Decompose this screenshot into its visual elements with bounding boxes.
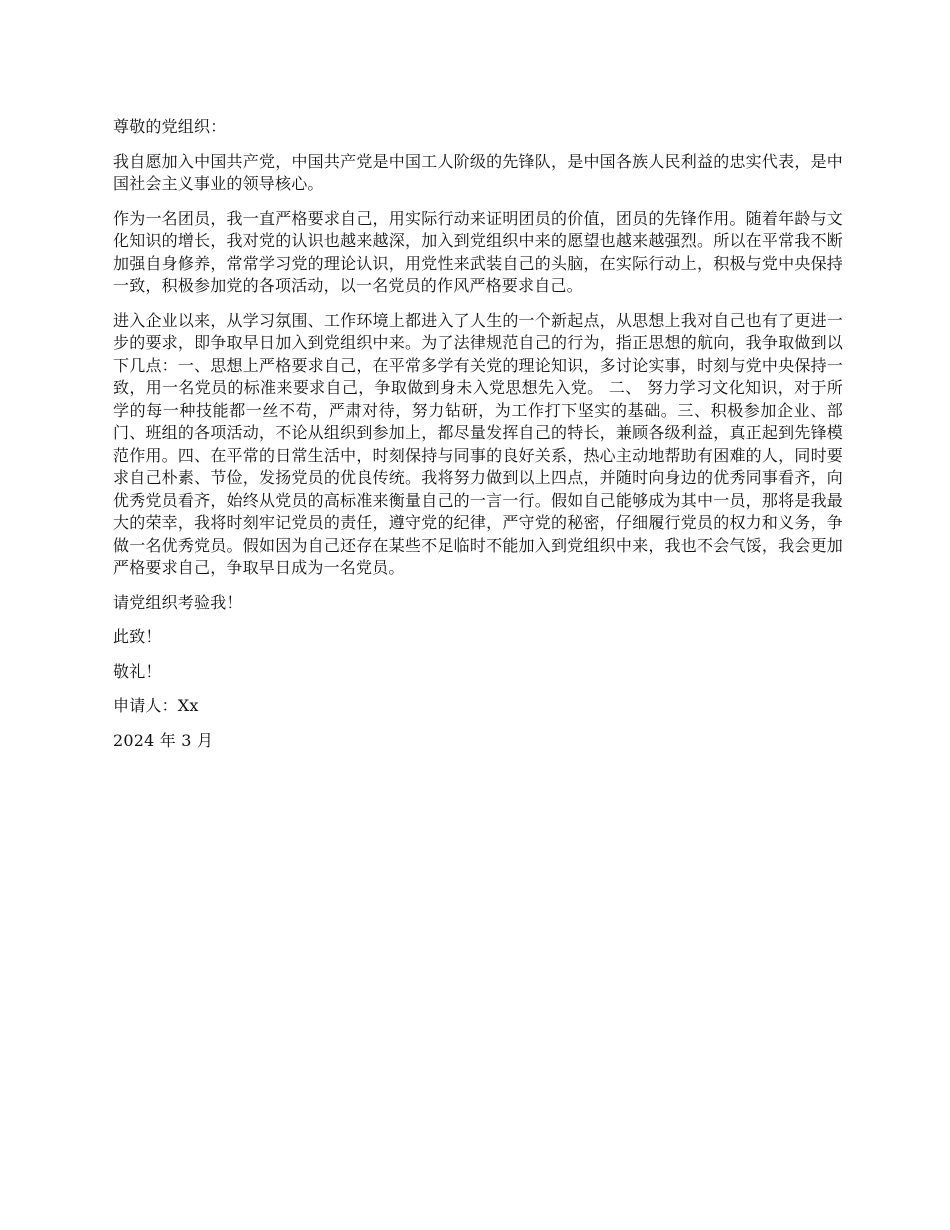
paragraph-member-experience: 作为一名团员，我一直严格要求自己，用实际行动来证明团员的价值，团员的先锋作用。随着年龄与文化知识的增长，我对党的认识也越来越深，加入到党组织中来的愿望也越来越强烈。所以在平常我不断加强自身修养，常常学习党的理论认识，用党性来武装自己的头脑，在实际行动上，积极与党中央保持一致，积极参加党的各项活动，以一名党员的作风严格要求自己。 xyxy=(113,208,843,295)
letter-date: 2024 年 3 月 xyxy=(113,730,214,750)
paragraph-commitments: 进入企业以来，从学习氛围、工作环境上都进入了人生的一个新起点，从思想上我对自己也有了更进一步的要求，即争取早日加入到党组织中来。为了法律规范自己的行为，指正思想的航向，我争取做到以下几点：一、思想上严格要求自己，在平常多学有关党的理论知识，多讨论实事，时刻与党中央保持一致，用一名党员的标准来要求自己，争取做到身未入党思想先入党。 二、 努力学习文化知识，对于所学的每一种技能都一丝不苟，严肃对待，努力钻研，为工作打下坚实的基础。三、积极参加企业、部门、班组的各项活动，不论从组织到参加上，都尽量发挥自己的特长，兼顾各级利益，真正起到先锋模范作用。四、在平常的日常生活中，时刻保持与同事的良好关系，热心主动地帮助有困难的人，同时要求自己朴素、节俭，发扬党员的优良传统。我将努力做到以上四点，并随时向身边的优秀同事看齐，向优秀党员看齐，始终从党员的高标准来衡量自己的一言一行。假如自己能够成为其中一员，那将是我最大的荣幸，我将时刻牢记党员的责任，遵守党的纪律，严守党的秘密，仔细履行党员的权力和义务，争做一名优秀党员。假如因为自己还存在某些不足临时不能加入到党组织中来，我也不会气馁，我会更加严格要求自己，争取早日成为一名党员。 xyxy=(113,310,843,577)
request-line: 请党组织考验我！ xyxy=(113,592,243,612)
closing-line-1: 此致！ xyxy=(113,627,162,646)
applicant-signature: 申请人：Xx xyxy=(113,696,199,715)
paragraph-intro: 我自愿加入中国共产党，中国共产党是中国工人阶级的先锋队，是中国各族人民利益的忠实代表，是中国社会主义事业的领导核心。 xyxy=(113,151,843,193)
letter-document xyxy=(113,116,843,764)
salutation: 尊敬的党组织： xyxy=(113,117,227,136)
closing-line-2: 敬礼！ xyxy=(113,661,162,681)
